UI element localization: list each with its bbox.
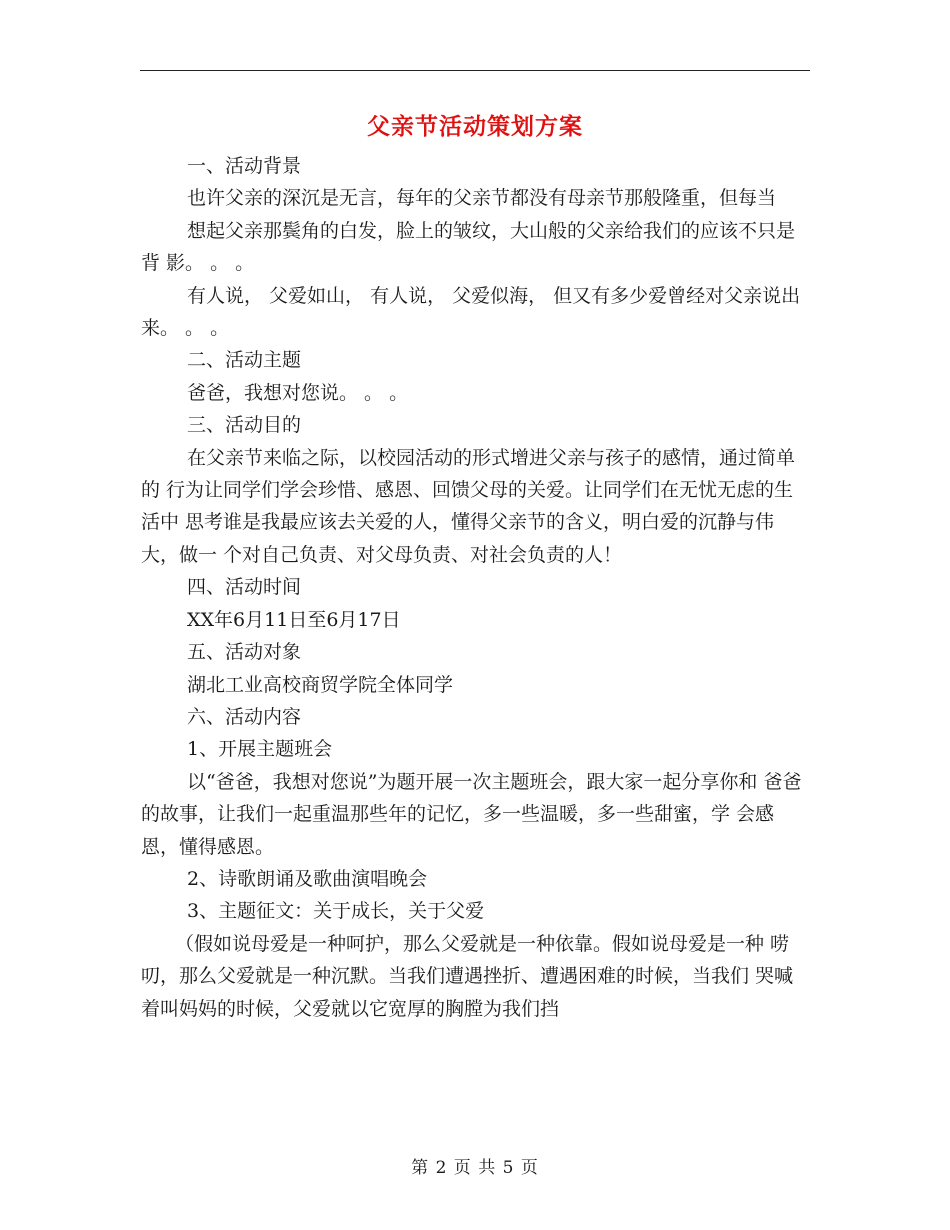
paragraph: 3、主题征文：关于成长，关于父爱 (187, 900, 485, 923)
document-body (141, 150, 809, 1025)
page-number-footer: 第 2 页 共 5 页 (411, 1158, 539, 1178)
paragraph: 六、活动内容 (187, 705, 302, 728)
header-rule (140, 70, 810, 71)
paragraph: 五、活动对象 (187, 641, 302, 664)
paragraph: 1、开展主题班会 (187, 738, 333, 761)
paragraph: XX年6月11日至6月17日 (187, 608, 401, 631)
paragraph: 有人说， 父爱如山， 有人说， 父爱似海， 但又有多少爱曾经对父亲说出来。 。 。 (141, 284, 801, 340)
paragraph: 爸爸，我想对您说。 。 。 (187, 381, 409, 404)
paragraph: 四、活动时间 (187, 576, 302, 599)
paragraph: （假如说母爱是一种呵护，那么父爱就是一种依靠。假如说母爱是一种 唠叨，那么父爱就是一种沉默。当我们遭遇挫折、遭遇困难的时候，当我们 哭喊着叫妈妈的时候，父爱就以它宽厚的胸膛为我们挡 (141, 932, 794, 1020)
paragraph: 一、活动背景 (187, 155, 302, 177)
paragraph: 也许父亲的深沉是无言，每年的父亲节都没有母亲节那般隆重，但每当 (187, 187, 777, 210)
paragraph: 以“爸爸，我想对您说”为题开展一次主题班会，跟大家一起分享你和 爸爸的故事，让我们一起重温那些年的记忆，多一些温暖，多一些甜蜜，学 会感恩，懂得感恩。 (141, 770, 802, 858)
paragraph: 湖北工业高校商贸学院全体同学 (187, 673, 454, 696)
paragraph: 2、诗歌朗诵及歌曲演唱晚会 (187, 867, 428, 890)
document-title: 父亲节活动策划方案 (367, 113, 583, 140)
paragraph: 二、活动主题 (187, 349, 302, 372)
paragraph: 三、活动目的 (187, 414, 302, 437)
paragraph: 想起父亲那鬓角的白发，脸上的皱纹，大山般的父亲给我们的应该不只是背 影。 。 。 (141, 219, 796, 275)
paragraph: 在父亲节来临之际，以校园活动的形式增进父亲与孩子的感情，通过简单的 行为让同学们学会珍惜、感恩、回馈父母的关爱。让同学们在无忧无虑的生活中 思考谁是我最应该去关爱的人，懂得父亲节的含义，明白爱的沉静与伟大，做一 个对自己负责、对父母负责、对社会负责的人！ (141, 446, 796, 566)
